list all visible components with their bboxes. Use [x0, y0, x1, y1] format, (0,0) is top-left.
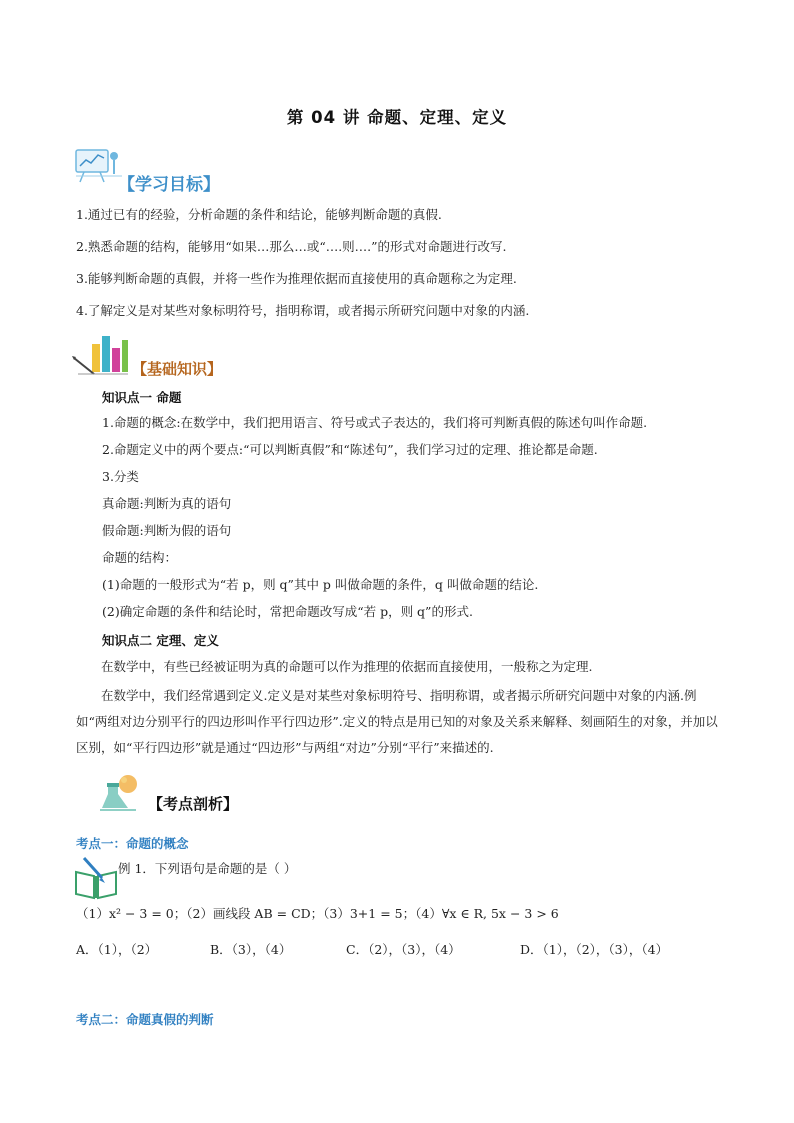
analysis-heading: 【考点剖析】: [148, 795, 239, 813]
page-title: 第 04 讲 命题、定理、定义: [286, 108, 508, 127]
kp1-line: 命题的结构：: [102, 550, 178, 565]
kp1-line: 3.分类: [102, 469, 139, 484]
kp1-line: 假命题:判断为假的语句: [102, 523, 232, 538]
example-1-prompt: 例 1．下列语句是命题的是（ ）: [118, 861, 297, 876]
exam-point-1-title: 考点一：命题的概念: [76, 836, 189, 851]
flask-icon: [100, 772, 144, 812]
option-b: B．（3），（4）: [210, 942, 292, 957]
learning-goals-heading: 【学习目标】: [118, 175, 220, 195]
kp1-line: (1)命题的一般形式为“若 p，则 q”其中 p 叫做命题的条件，q 叫做命题的结论.: [102, 577, 539, 592]
kp2-paragraph: 在数学中，有些已经被证明为真的命题可以作为推理的依据而直接使用，一般称之为定理.: [101, 659, 593, 674]
option-c: C．（2），（3），（4）: [346, 942, 461, 957]
basic-knowledge-heading: 【基础知识】: [132, 360, 223, 378]
presentation-board-icon: [74, 146, 124, 184]
option-d: D．（1），（2），（3），（4）: [520, 942, 669, 957]
knowledge-point-1-title: 知识点一 命题: [102, 390, 182, 405]
kp1-line: 1.命题的概念:在数学中，我们把用语言、符号或式子表达的，我们将可判断真假的陈述句叫作命题.: [102, 415, 648, 430]
knowledge-point-2-title: 知识点二 定理、定义: [102, 633, 219, 648]
goal-item: 3.能够判断命题的真假，并将一些作为推理依据而直接使用的真命题称之为定理.: [76, 271, 517, 286]
open-book-pencil-icon: [72, 856, 120, 900]
goal-item: 2.熟悉命题的结构，能够用“如果…那么…或“….则….”的形式对命题进行改写.: [76, 239, 507, 254]
exam-point-2-title: 考点二：命题真假的判断: [76, 1012, 214, 1027]
option-a: A．（1），（2）: [76, 942, 158, 957]
goal-item: 4.了解定义是对某些对象标明符号，指明称谓，或者揭示所研究问题中对象的内涵.: [76, 303, 530, 318]
example-1-statements: （1）x² − 3 = 0；（2）画线段 AB = CD；（3）3+1 = 5；（4）∀x ∈ R, 5x − 3 > 6: [76, 906, 559, 921]
kp1-line: 2.命题定义中的两个要点:“可以判断真假”和“陈述句”，我们学习过的定理、推论都是命题.: [102, 442, 598, 457]
bar-chart-pencil-icon: [72, 330, 130, 378]
kp1-line: (2)确定命题的条件和结论时，常把命题改写成“若 p，则 q”的形式.: [102, 604, 473, 619]
kp1-line: 真命题:判断为真的语句: [102, 496, 232, 511]
kp2-paragraph: 在数学中，我们经常遇到定义.定义是对某些对象标明符号、指明称谓，或者揭示所研究问题中对象的内涵.例如“两组对边分别平行的四边形叫作平行四边形”.定义的特点是用已知的对象及关系来解释、刻画陌生的对象，并加以区别，如“平行四边形”就是通过“四边形”与两组“对边”分别“平行”来描述的.: [76, 688, 718, 755]
goal-item: 1.通过已有的经验，分析命题的条件和结论，能够判断命题的真假.: [76, 207, 442, 222]
